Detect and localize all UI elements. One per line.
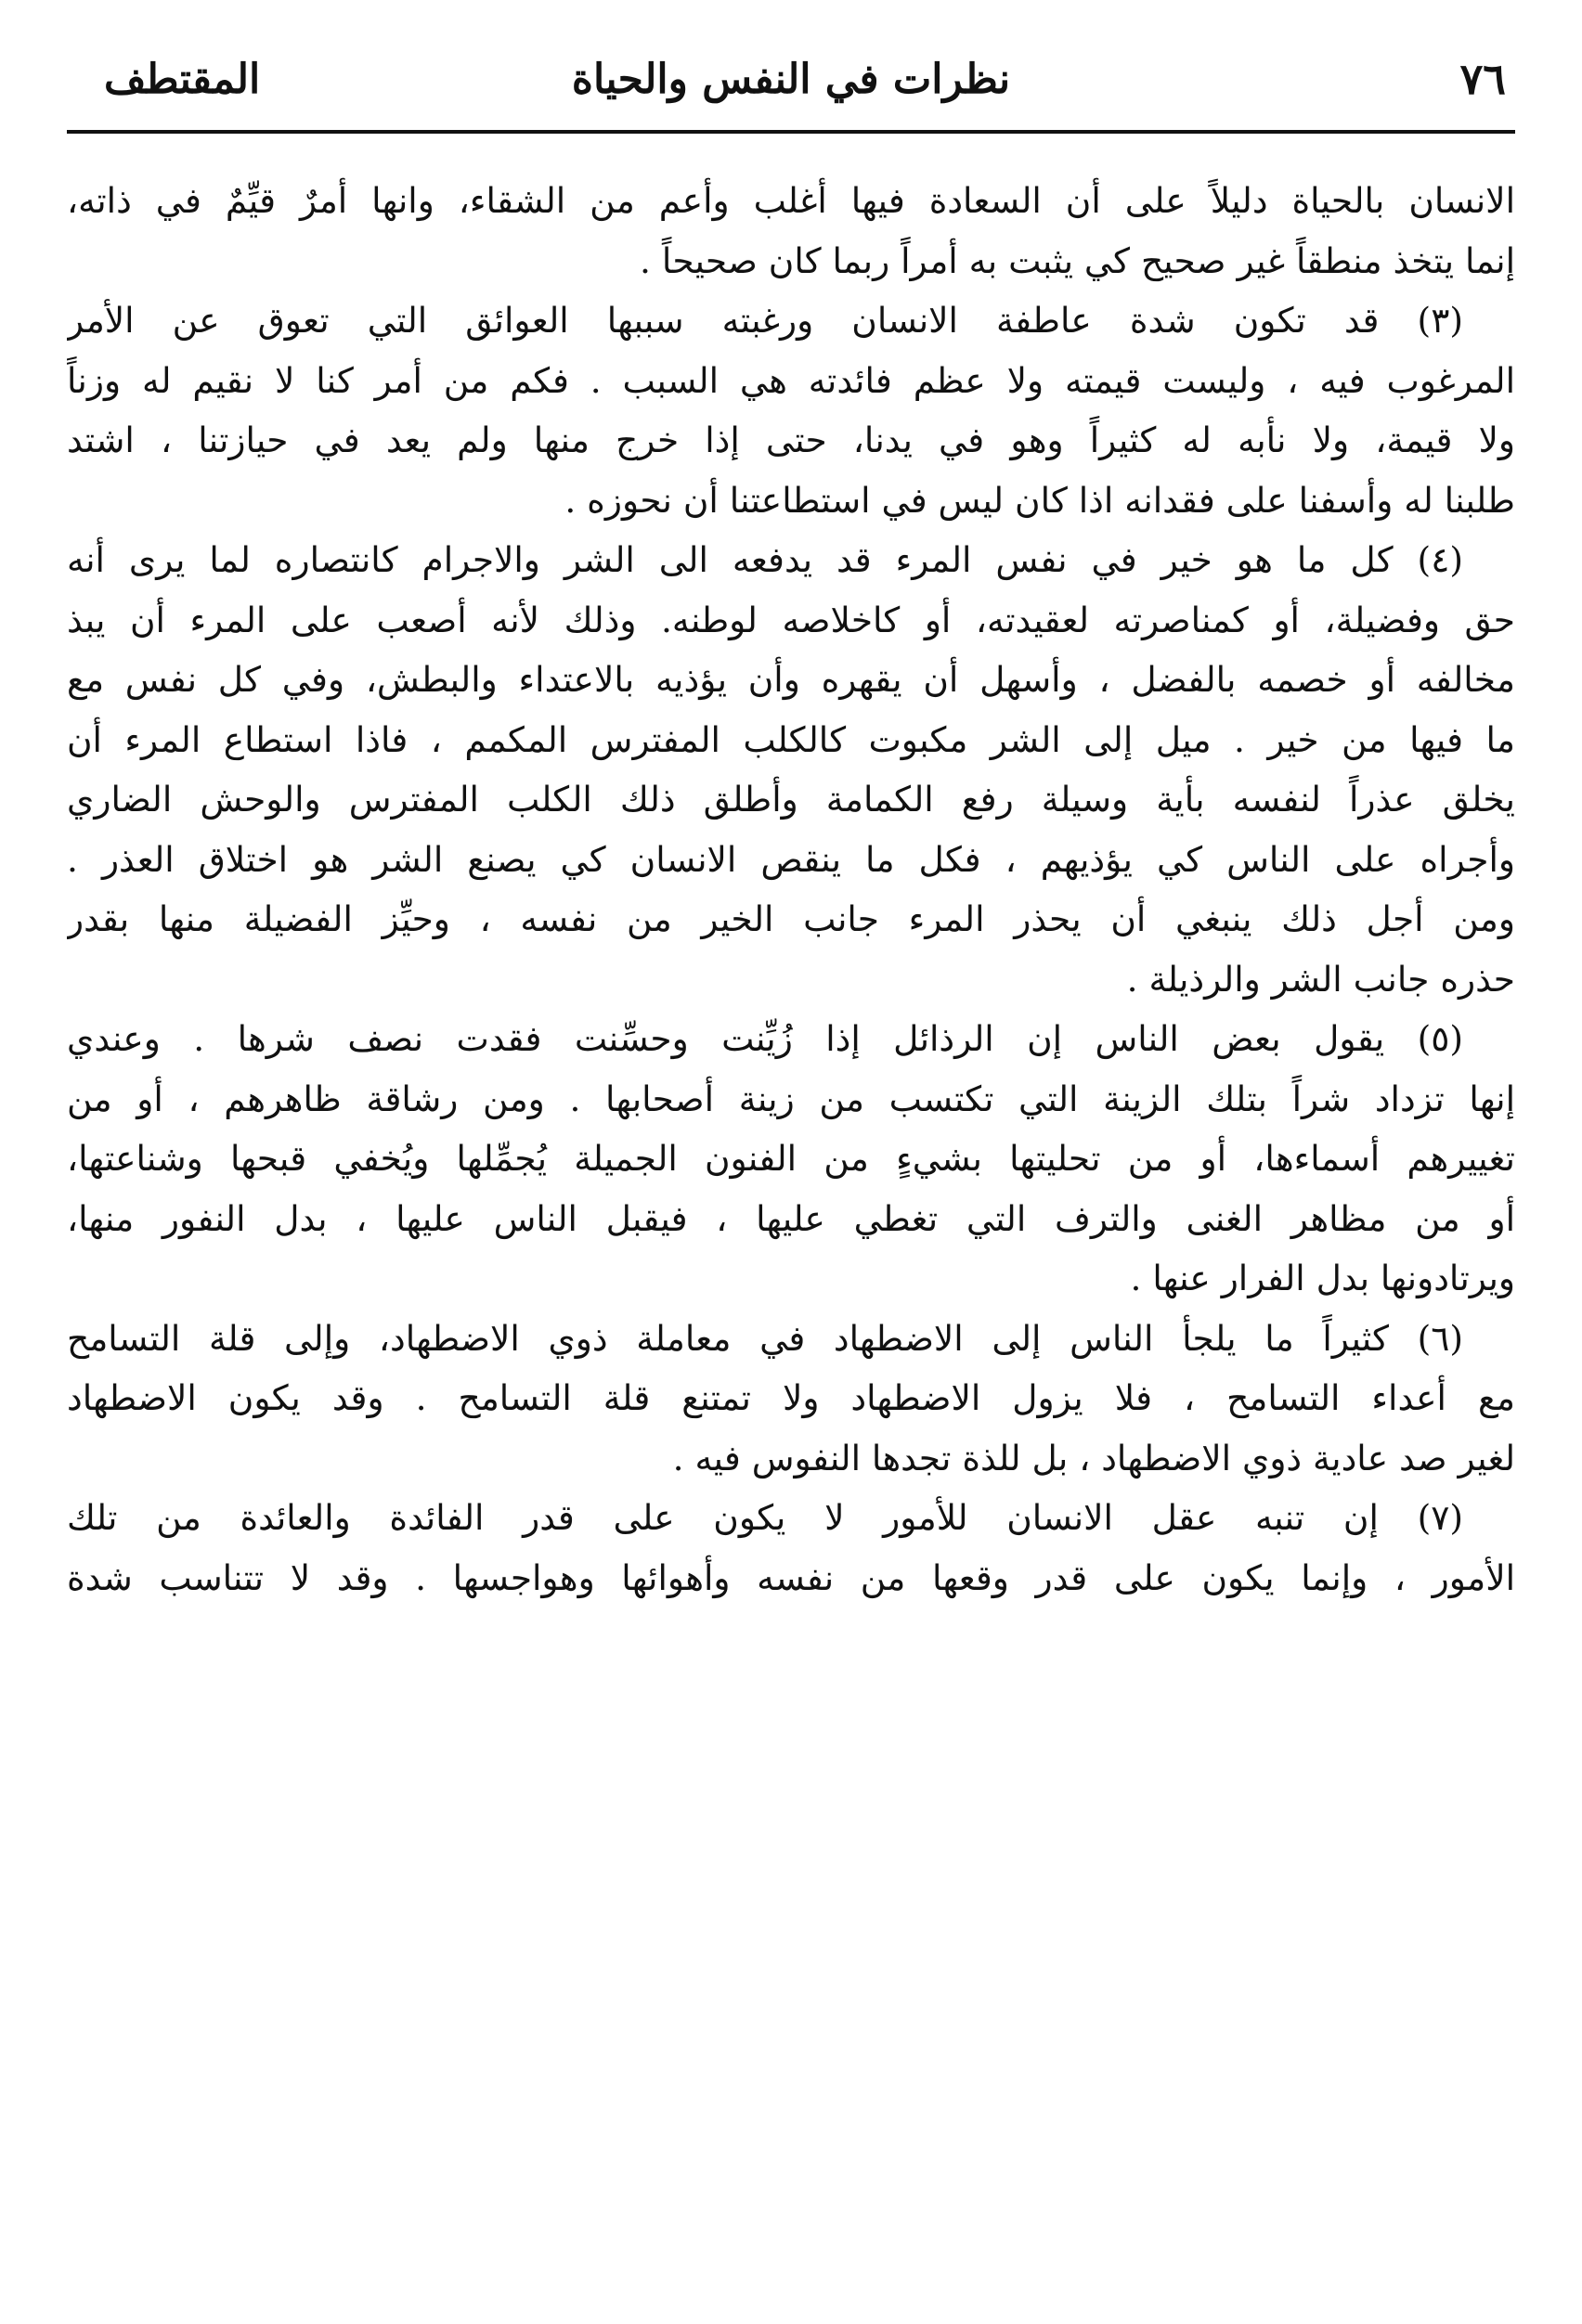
- page-header: [67, 37, 1515, 134]
- text-line: ولا قيمة، ولا نأبه له كثيراً وهو في يدنا، حتى إذا خرج منها ولم يعد في حيازتنا ، اشتد: [67, 420, 1515, 460]
- text-line: (٧) إن تنبه عقل الانسان للأمور لا يكون على قدر الفائدة والعائدة من تلك: [67, 1497, 1463, 1538]
- page-number: ٧٦: [1459, 54, 1506, 104]
- text-line: حق وفضيلة، أو كمناصرته لعقيدته، أو كاخلاصه لوطنه. وذلك لأنه أصعب على المرء أن يبذ: [67, 599, 1515, 640]
- running-title: نظرات في النفس والحياة: [571, 56, 1011, 103]
- text-line: (٤) كل ما هو خير في نفس المرء قد يدفعه الى الشر والاجرام كانتصاره لما يرى أنه: [67, 539, 1463, 580]
- text-line: طلبنا له وأسفنا على فقدانه اذا كان ليس في استطاعتنا أن نحوزه .: [564, 479, 1515, 521]
- article-body: [67, 171, 1515, 1607]
- journal-name: المقتطف: [104, 56, 261, 103]
- text-line: حذره جانب الشر والرذيلة .: [1126, 958, 1515, 1000]
- page: [67, 37, 1515, 2292]
- text-line: مخالفه أو خصمه بالفضل ، وأسهل أن يقهره وأن يؤذيه بالاعتداء والبطش، وفي كل نفس مع: [67, 659, 1515, 700]
- text-line: يخلق عذراً لنفسه بأية وسيلة رفع الكمامة وأطلق ذلك الكلب المفترس والوحش الضاري: [67, 779, 1515, 820]
- text-line: لغير صد عادية ذوي الاضطهاد ، بل للذة تجدها النفوس فيه .: [672, 1437, 1515, 1478]
- text-line: الأمور ، وإنما يكون على قدر وقعها من نفسه وأهوائها وهواجسها . وقد لا تتناسب شدة: [67, 1556, 1515, 1598]
- text-line: ويرتادونها بدل الفرار عنها .: [1130, 1258, 1515, 1298]
- text-line: إنما يتخذ منطقاً غير صحيح كي يثبت به أمراً ربما كان صحيحاً .: [640, 239, 1515, 281]
- text-line: (٣) قد تكون شدة عاطفة الانسان ورغبته سببها العوائق التي تعوق عن الأمر: [67, 300, 1463, 341]
- text-line: المرغوب فيه ، وليست قيمته ولا عظم فائدته هي السبب . فكم من أمر كنا لا نقيم له وزناً: [67, 359, 1515, 401]
- text-line: تغييرهم أسماءها، أو من تحليتها بشيءٍ من الفنون الجميلة يُجمِّلها ويُخفي قبحها وشناعتها،: [67, 1138, 1515, 1179]
- text-line: أو من مظاهر الغنى والترف التي تغطي عليها ، فيقبل الناس عليها ، بدل النفور منها،: [67, 1197, 1515, 1239]
- text-line: ومن أجل ذلك ينبغي أن يحذر المرء جانب الخير من نفسه ، وحيِّز الفضيلة منها بقدر: [67, 898, 1515, 939]
- text-line: مع أعداء التسامح ، فلا يزول الاضطهاد ولا تمتنع قلة التسامح . وقد يكون الاضطهاد: [67, 1377, 1515, 1418]
- text-line: (٥) يقول بعض الناس إن الرذائل إذا زُيِّنت وحسِّنت فقدت نصف شرها . وعندي: [67, 1018, 1463, 1059]
- text-line: (٦) كثيراً ما يلجأ الناس إلى الاضطهاد في معاملة ذوي الاضطهاد، وإلى قلة التسامح: [67, 1317, 1463, 1359]
- text-line: وأجراه على الناس كي يؤذيهم ، فكل ما ينقص الانسان كي يصنع الشر هو اختلاق العذر .: [67, 838, 1515, 880]
- text-line: الانسان بالحياة دليلاً على أن السعادة فيها أغلب وأعم من الشقاء، وانها أمرٌ قيِّمٌ في ذاته،: [67, 180, 1515, 221]
- text-line: إنها تزداد شراً بتلك الزينة التي تكتسب من زينة أصحابها . ومن رشاقة ظاهرهم ، أو من: [67, 1078, 1515, 1119]
- text-line: ما فيها من خير . ميل إلى الشر مكبوت كالكلب المفترس المكمم ، فاذا استطاع المرء أن: [67, 718, 1515, 760]
